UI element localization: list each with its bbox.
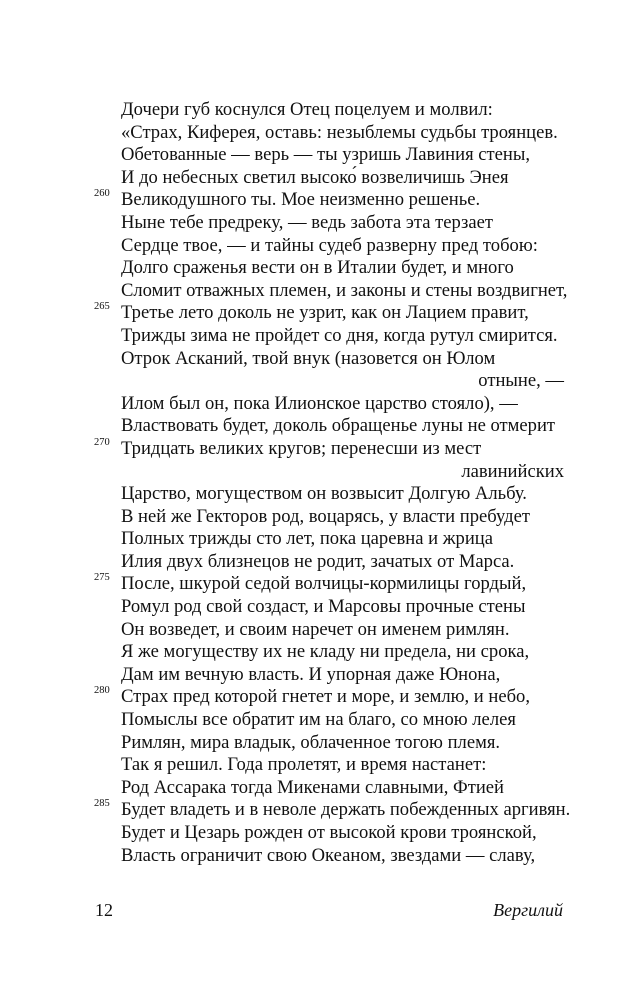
verse-line bbox=[0, 822, 632, 845]
line-number: 280 bbox=[94, 685, 110, 697]
verse-text: Ромул род свой создаст, и Марсовы прочные стены bbox=[121, 596, 526, 618]
verse-line bbox=[0, 596, 632, 619]
verse-line bbox=[0, 619, 632, 642]
verse-text: Власть ограничит свою Океаном, звездами — славу, bbox=[121, 844, 536, 866]
verse-text: Отрок Асканий, твой внук (назовется он Юлом bbox=[121, 347, 496, 369]
verse-text: Сломит отважных племен, и законы и стены воздвигнет, bbox=[121, 279, 568, 301]
verse-line bbox=[0, 99, 632, 122]
verse-line bbox=[0, 641, 632, 664]
verse-text: Властвовать будет, доколь обращенье луны не отмерит bbox=[121, 415, 556, 437]
verse-text: Будет и Цезарь рожден от высокой крови троянской, bbox=[121, 822, 537, 843]
verse-line bbox=[0, 393, 632, 416]
verse-line-continuation bbox=[0, 461, 632, 484]
verse-line bbox=[0, 528, 632, 551]
verse-text: Илом был он, пока Илионское царство стояло), — bbox=[121, 392, 518, 414]
verse-text: лавинийских bbox=[461, 460, 564, 482]
verse-line bbox=[0, 415, 632, 438]
verse-text: Сердце твое, — и тайны судеб разверну пред тобою: bbox=[121, 234, 538, 256]
verse-text: Я же могуществу их не кладу ни предела, ни срока, bbox=[121, 641, 530, 663]
verse-line bbox=[0, 709, 632, 732]
line-number: 275 bbox=[94, 572, 110, 584]
verse-line bbox=[0, 189, 632, 212]
line-number: 270 bbox=[94, 436, 110, 448]
verse-text: Дочери губ коснулся Отец поцелуем и молвил: bbox=[121, 99, 493, 120]
verse-line bbox=[0, 235, 632, 258]
verse-text: В ней же Гекторов род, воцарясь, у власти пребудет bbox=[121, 505, 530, 527]
verse-line bbox=[0, 686, 632, 709]
verse-line bbox=[0, 845, 632, 868]
verse-line bbox=[0, 212, 632, 235]
verse-text: «Страх, Киферея, оставь: незыблемы судьбы троянцев. bbox=[121, 121, 558, 143]
verse-text: Полных трижды сто лет, пока царевна и жрица bbox=[121, 528, 494, 550]
verse-line bbox=[0, 754, 632, 777]
verse-line bbox=[0, 280, 632, 303]
verse-text: Илия двух близнецов не родит, зачатых от Марса. bbox=[121, 550, 515, 572]
verse-text: Трижды зима не пройдет со дня, когда рутул смирится. bbox=[121, 324, 558, 346]
verse-text: Ныне тебе предреку, — ведь забота эта терзает bbox=[121, 211, 494, 233]
verse-text: Римлян, мира владык, облаченное тогою племя. bbox=[121, 731, 501, 753]
verse-text: Так я решил. Года пролетят, и время настанет: bbox=[121, 754, 487, 776]
verse-line bbox=[0, 325, 632, 348]
verse-line bbox=[0, 122, 632, 145]
verse-line bbox=[0, 167, 632, 190]
verse-text: Царство, могуществом он возвысит Долгую Альбу. bbox=[121, 483, 527, 505]
verse-line bbox=[0, 664, 632, 687]
verse-text: Дам им вечную власть. И упорная даже Юнона, bbox=[121, 663, 501, 685]
line-number: 265 bbox=[94, 301, 110, 313]
verse-text: Помыслы все обратит им на благо, со мною лелея bbox=[121, 709, 516, 731]
verse-text: Род Ассарака тогда Микенами славными, Фтией bbox=[121, 776, 505, 798]
verse-line bbox=[0, 799, 632, 822]
line-number: 285 bbox=[94, 798, 110, 810]
verse-line bbox=[0, 483, 632, 506]
verse-line bbox=[0, 573, 632, 596]
line-number: 260 bbox=[94, 188, 110, 200]
verse-line bbox=[0, 302, 632, 325]
verse-line bbox=[0, 144, 632, 167]
verse-text: отныне, — bbox=[478, 370, 564, 392]
verse-text: Страх пред которой гнетет и море, и землю, и небо, bbox=[121, 686, 531, 708]
verse-text: Третье лето доколь не узрит, как он Лацием правит, bbox=[121, 302, 529, 324]
verse-text: Обетованные — верь — ты узришь Лавиния стены, bbox=[121, 144, 531, 166]
verse-text: Он возведет, и своим наречет он именем римлян. bbox=[121, 618, 510, 640]
page-number: 12 bbox=[95, 900, 113, 920]
verse-line bbox=[0, 551, 632, 574]
verse-line bbox=[0, 732, 632, 755]
verse-block bbox=[0, 99, 632, 867]
verse-text: Будет владеть и в неволе держать побежденных аргивян. bbox=[121, 799, 571, 821]
verse-line bbox=[0, 257, 632, 280]
verse-text: После, шкурой седой волчицы-кормилицы гордый, bbox=[121, 573, 527, 595]
verse-text: Великодушного ты. Мое неизменно решенье. bbox=[121, 189, 481, 211]
running-head-author: Вергилий bbox=[493, 900, 563, 920]
verse-text: Тридцать великих кругов; перенесши из мест bbox=[121, 437, 482, 459]
verse-line bbox=[0, 348, 632, 371]
verse-text: И до небесных светил высоко́ возвеличишь Энея bbox=[121, 166, 509, 188]
verse-text: Долго сраженья вести он в Италии будет, и много bbox=[121, 257, 514, 279]
verse-line bbox=[0, 777, 632, 800]
verse-line-continuation bbox=[0, 370, 632, 393]
page-footer bbox=[0, 900, 632, 924]
verse-line bbox=[0, 438, 632, 461]
verse-line bbox=[0, 506, 632, 529]
